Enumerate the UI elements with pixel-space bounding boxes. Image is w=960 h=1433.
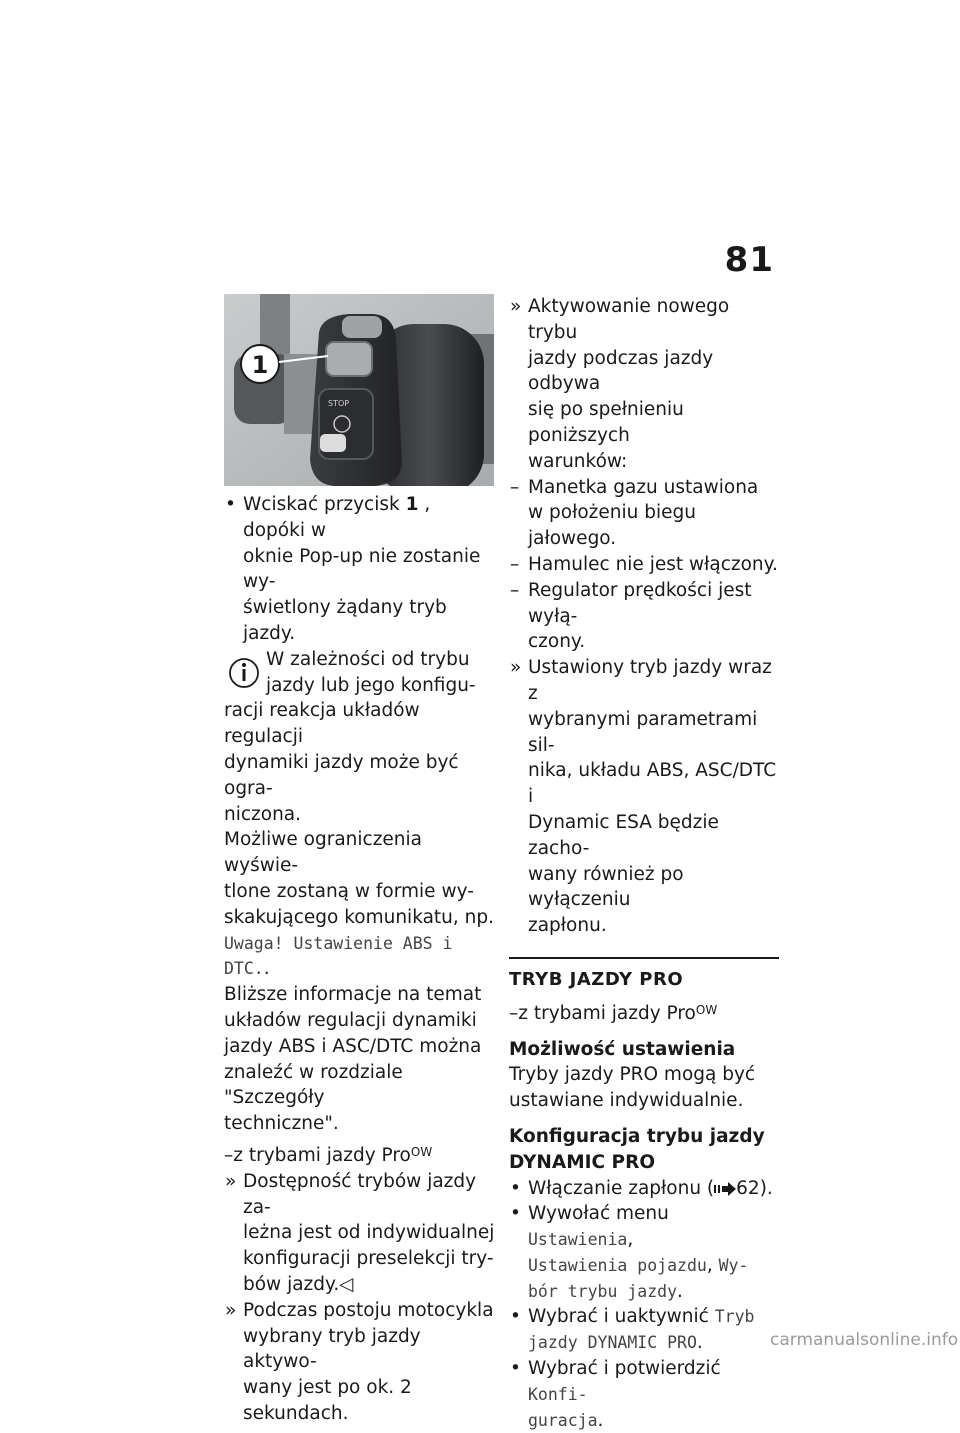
result-item: » Dostępność trybów jazdy za- leżna jest od indywidualnej konfiguracji preselekcji try- bów jazdy.◁	[225, 1170, 495, 1295]
step-item: • Włączanie zapłonu ( 62).	[509, 1176, 779, 1202]
menu-settings: Ustawienia	[528, 1230, 628, 1250]
menu-dynamic-pro-end: jazdy DYNAMIC PRO	[528, 1333, 697, 1353]
end-marker: ◁	[339, 1273, 354, 1295]
result-marker: »	[510, 657, 522, 679]
dash-marker: –	[510, 579, 520, 601]
callout-number: 1	[251, 351, 269, 379]
menu-mode-select: Wy-	[718, 1255, 749, 1275]
menu-vehicle-settings: Ustawienia pojazdu	[528, 1255, 707, 1275]
bullet-marker: •	[510, 1358, 521, 1380]
info-icon	[224, 651, 264, 693]
condition-item: – Regulator prędkości jest wyłą- czony.	[510, 579, 752, 653]
menu-dynamic-pro: Tryb	[714, 1307, 755, 1327]
section-title: TRYB JAZDY PRO	[509, 968, 684, 990]
step-item: • Wywołać menu Ustawienia, Ustawienia pojazdu, Wy- bór trybu jazdy.	[510, 1203, 749, 1302]
display-message: Uwaga! Ustawienie ABS i	[224, 933, 453, 953]
optional-equipment-line: –z trybami jazdy Pro$^{OW}$	[224, 1144, 433, 1166]
subheading-setting: Możliwość ustawienia	[509, 1038, 736, 1060]
result-item: » Ustawiony tryb jazdy wraz z wybranymi parametrami sil- nika, układu ABS, ASC/DTC i Dynamic ESA będzie zacho- wany również po wyłączeniu zapłonu.	[510, 657, 777, 937]
optional-equipment-line: –z trybami jazdy Pro$^{OW}$	[509, 1002, 718, 1024]
subheading-config-line2: DYNAMIC PRO	[509, 1151, 656, 1173]
watermark: carmanualsonline.info	[770, 1330, 959, 1350]
dash-marker: –	[510, 553, 520, 575]
result-item: » Aktywowanie nowego trybu jazdy podczas jazdy odbywa się po spełnieniu poniższych warunków:	[510, 296, 730, 472]
bullet-marker: •	[510, 1177, 521, 1199]
result-marker: »	[510, 296, 522, 317]
display-message-end: DTC.	[224, 959, 264, 979]
stop-label: STOP	[328, 399, 350, 408]
step-item: • Wybrać i uaktywnić Tryb jazdy DYNAMIC PRO.	[510, 1306, 755, 1354]
menu-configuration: Konfi-	[528, 1384, 588, 1404]
handlebar-switch-illustration	[224, 294, 494, 486]
result-marker: »	[225, 1299, 237, 1321]
left-column	[224, 294, 496, 1427]
section-divider	[509, 957, 779, 959]
bullet-marker: •	[510, 1203, 521, 1225]
page-number: 81	[724, 240, 774, 280]
menu-mode-select-end: bór trybu jazdy	[528, 1281, 678, 1301]
bullet-marker: •	[225, 494, 236, 515]
right-column: » Aktywowanie nowego trybu jazdy podczas jazdy odbywa się po spełnieniu poniższych warunków: – Manetka gazu ustawiona w położeniu biegu jałowego. – Hamulec nie jest włączony. – Regulator prędkości jest wyłą- czony. » Ustawiony tryb jazdy wraz z wybranymi parametrami sil- nika, układu ABS, ASC/DTC i Dynamic ESA będzie zacho- wany również po wyłączeniu zapłonu. TRYB JAZDY PRO –z trybami jazdy Pro$^{OW}$ Możliwość ustawienia Tryby jazdy PRO mogą być ustawiane indywidualnie. Konfiguracja trybu jazdy DYNAMIC PRO • Włączanie zapłonu ( 62). • Wywołać menu Ustawienia, Ustawienia pojazdu, Wy- bór trybu jazdy. • Wybrać i uaktywnić Tryb jazdy DYNAMIC PRO. • Wybrać i potwierdzić Konfi- guracja.	[509, 294, 779, 1433]
condition-item: – Manetka gazu ustawiona w położeniu biegu jałowego.	[510, 476, 759, 550]
bullet-marker: •	[510, 1306, 521, 1328]
result-marker: »	[225, 1170, 237, 1192]
subheading-config: Konfiguracja trybu jazdy	[509, 1125, 765, 1147]
page-reference-arrow-icon	[714, 1182, 736, 1196]
condition-item: – Hamulec nie jest włączony.	[509, 552, 779, 578]
dash-marker: –	[510, 476, 520, 498]
info-note: W zależności od trybu jazdy lub jego konfigu- racji reakcja układów regulacji dynamiki jazdy może być ogra- niczona. Możliwe ograniczenia wyświe- tlone zostaną w formie wy- skakującego komunikatu, np. Uwaga! Ustawienie ABS i DTC.. Bliższe informacje na temat układów regulacji dynamiki jazdy ABS i ASC/DTC można znaleźć w rozdziale "Szczegóły techniczne".	[224, 648, 495, 1135]
handlebar-switch-photo	[224, 294, 494, 486]
ow-superscript: OW	[695, 1002, 718, 1017]
page-reference[interactable]: 62	[736, 1177, 760, 1199]
step-item: • Wybrać i potwierdzić Konfi- guracja.	[510, 1358, 721, 1431]
result-item: » Podczas postoju motocykla wybrany tryb jazdy aktywo- wany jest po ok. 2 sekundach.	[225, 1299, 494, 1424]
key-reference: 1	[405, 494, 419, 515]
menu-configuration-end: guracja	[528, 1410, 598, 1430]
ow-superscript: OW	[410, 1144, 433, 1159]
list-item: • Wciskać przycisk 1 , dopóki w oknie Pop-up nie zostanie wy- świetlony żądany tryb jazdy.	[225, 494, 481, 644]
